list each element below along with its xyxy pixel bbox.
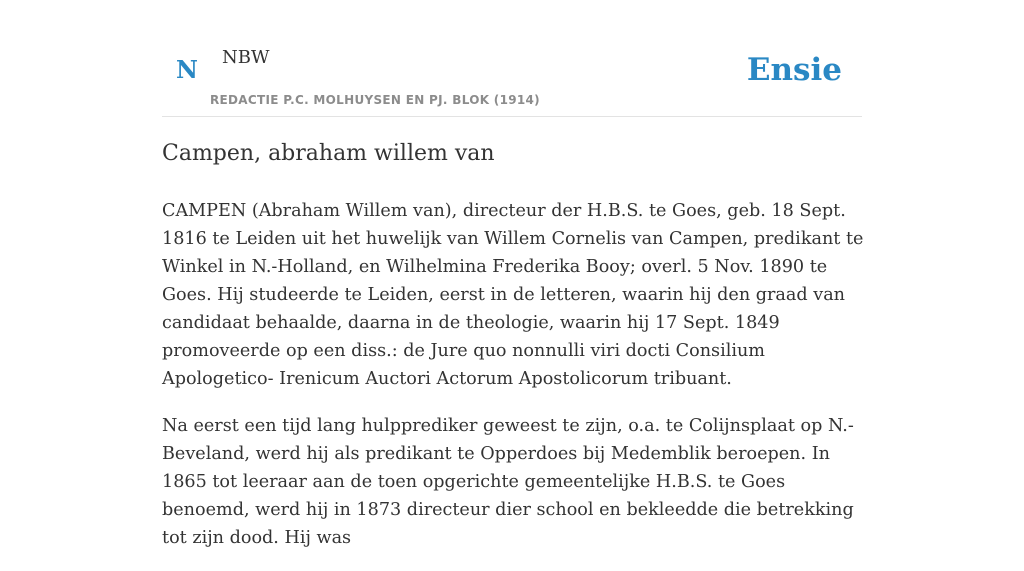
article-title: Campen, abraham willem van [162, 141, 495, 166]
source-editors: REDACTIE P.C. MOLHUYSEN EN PJ. BLOK (1914) [210, 93, 540, 107]
source-title: NBW [222, 47, 270, 68]
nbw-logo-link[interactable]: N [176, 55, 198, 84]
article-paragraph: CAMPEN (Abraham Willem van), directeur der H.B.S. te Goes, geb. 18 Sept. 1816 te Leiden uit het huwelijk van Willem Cornelis van Campen, predikant te Winkel in N.-Holland, en Wilhelmina Frederika Booy; overl. 5 Nov. 1890 te Goes. Hij studeerde te Leiden, eerst in de letteren, waarin hij den graad van candidaat behaalde, daarna in de theologie, waarin hij 17 Sept. 1849 promoveerde op een diss.: de Jure quo nonnulli viri docti Consilium Apologetico- Irenicum Auctori Actorum Apostolicorum tribuant. [162, 201, 864, 389]
ensie-logo-link[interactable]: Ensie [746, 52, 842, 88]
article [162, 138, 864, 571]
site-header [162, 0, 862, 117]
article-paragraph: Na eerst een tijd lang hulpprediker geweest te zijn, o.a. te Colijnsplaat op N.-Beveland, werd hij als predikant te Opperdoes bij Medemblik beroepen. In 1865 tot leeraar aan de toen opgerichte gemeentelijke H.B.S. te Goes benoemd, werd hij in 1873 directeur dier school en bekleedde die betrekking tot zijn dood. Hij was [162, 416, 854, 548]
